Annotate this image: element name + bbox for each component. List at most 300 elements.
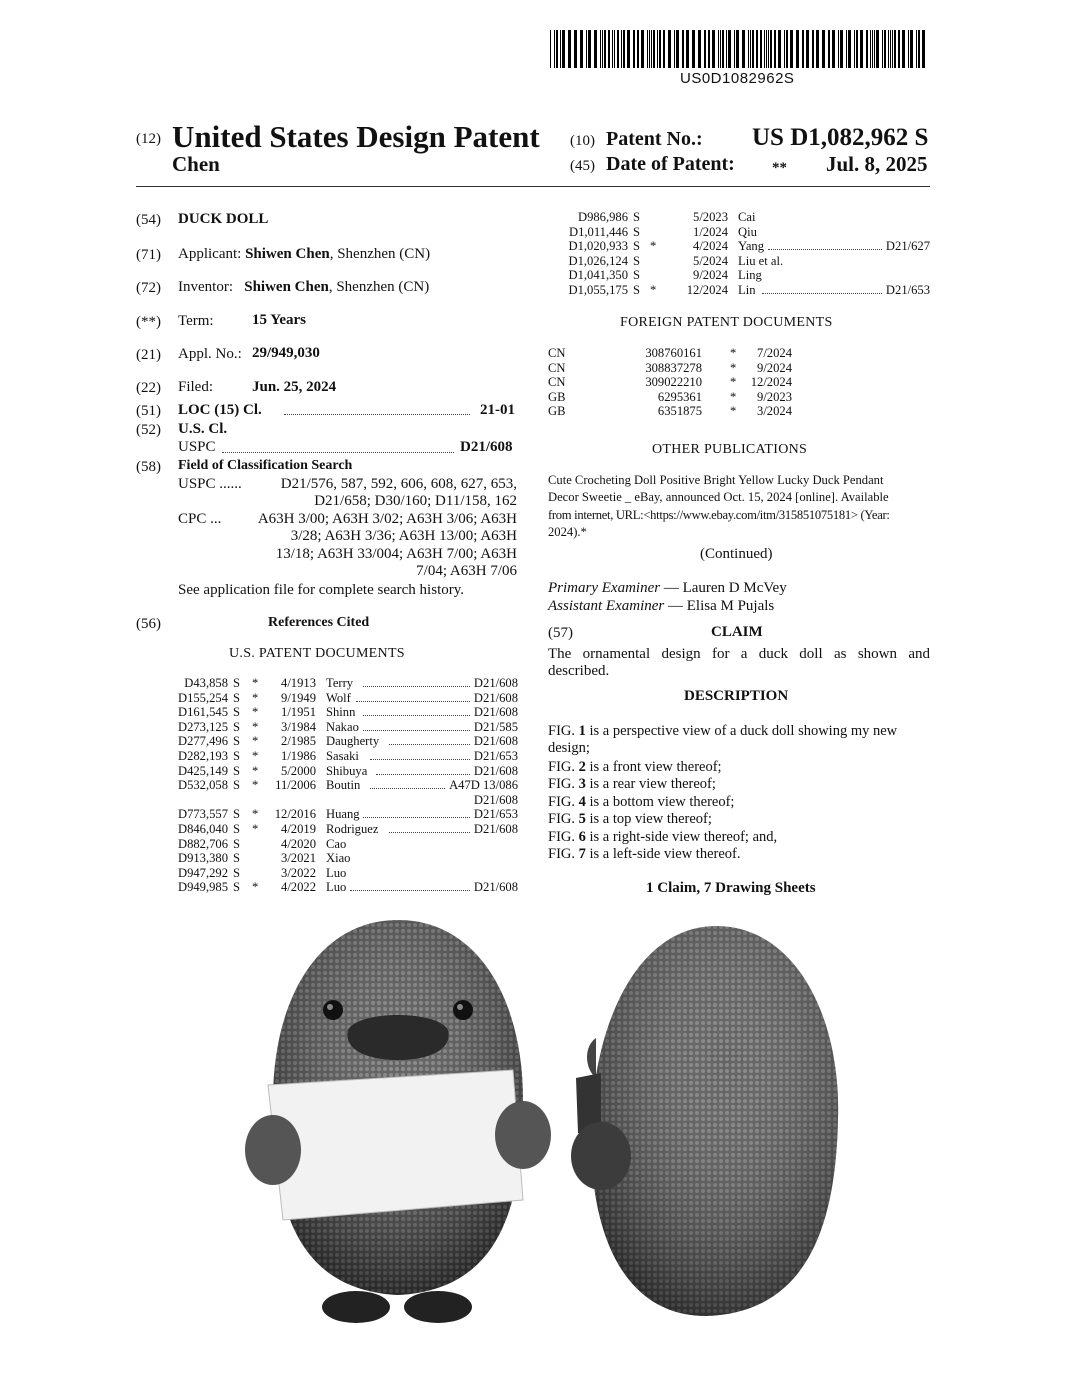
barcode-bar [922, 30, 925, 68]
figure-prefix: FIG. [548, 759, 579, 775]
barcode-bar [750, 30, 751, 68]
reference-star: * [252, 719, 259, 734]
reference-name: Wolf [326, 690, 351, 705]
code-56: (56) [136, 616, 161, 632]
reference-row [168, 880, 518, 895]
reference-name: Daugherty [326, 734, 380, 749]
code-term: (**) [136, 314, 161, 330]
reference-star: * [730, 375, 737, 390]
claim-line-2: described. [548, 663, 610, 679]
barcode-bar [560, 30, 561, 68]
barcode-bar [641, 30, 644, 68]
barcode-bar [838, 30, 839, 68]
figure-number: 7 [578, 846, 586, 862]
appl-no-value: 29/949,030 [252, 345, 320, 361]
reference-name: Liu et al. [738, 253, 784, 268]
figure-description [548, 829, 932, 846]
reference-star: * [252, 676, 259, 690]
reference-name: Sasaki [326, 749, 359, 763]
barcode-bar [768, 30, 769, 68]
reference-row [168, 822, 518, 837]
loc-value: 21-01 [480, 402, 515, 418]
foreign-number: 308760161 [645, 346, 702, 360]
barcode-bar [623, 30, 625, 68]
reference-class: D21/608 [473, 705, 518, 720]
reference-star: * [730, 346, 737, 360]
barcode-bar [657, 30, 658, 68]
reference-date: 4/2024 [693, 239, 728, 254]
filed-label: Filed: [178, 379, 214, 395]
reference-star: * [730, 360, 737, 375]
other-publications-heading: OTHER PUBLICATIONS [652, 442, 808, 457]
barcode-bar [608, 30, 610, 68]
barcode-bar [708, 30, 710, 68]
reference-star: * [730, 404, 737, 419]
barcode-bar [722, 30, 724, 68]
figure-description [548, 723, 932, 757]
field-cpc-line-4: 7/04; A63H 7/06 [416, 563, 517, 579]
barcode-bar [718, 30, 719, 68]
barcode-bar [682, 30, 684, 68]
reference-name: Ling [738, 268, 762, 283]
patent-number: US D1,082,962 S [752, 124, 929, 151]
foreign-reference-row [548, 361, 808, 376]
reference-name: Rodriguez [326, 822, 379, 836]
reference-row [168, 851, 518, 866]
country-code: CN [548, 346, 566, 360]
duck-doll-front-view [238, 910, 558, 1330]
code-45: (45) [570, 158, 595, 174]
reference-leader [356, 691, 470, 702]
reference-kind: S [633, 239, 641, 254]
figure-prefix: FIG. [548, 829, 579, 845]
claim-line-1: The ornamental design for a duck doll as shown and [548, 646, 930, 662]
uspc-label: USPC [178, 439, 216, 455]
barcode-bar [764, 30, 765, 68]
foreign-docs-heading: FOREIGN PATENT DOCUMENTS [620, 315, 833, 330]
reference-leader [389, 822, 470, 833]
reference-number: D882,706 [177, 836, 228, 851]
barcode-bar [860, 30, 863, 68]
reference-class: D21/653 [473, 749, 518, 763]
reference-number: D1,041,350 [568, 268, 628, 283]
assistant-examiner-label: Assistant Examiner [548, 598, 665, 614]
reference-number: D282,193 [177, 749, 228, 763]
reference-class: D21/608 [473, 822, 518, 836]
reference-star: * [252, 749, 259, 763]
reference-leader [376, 764, 470, 775]
us-patent-documents-heading: U.S. PATENT DOCUMENTS [229, 646, 405, 661]
figure-text: is a bottom view thereof; [585, 794, 735, 810]
figure-description [548, 794, 932, 811]
reference-leader [363, 676, 470, 687]
barcode-bar [822, 30, 825, 68]
reference-row [168, 734, 518, 749]
barcode-bar [594, 30, 597, 68]
barcode-bar [874, 30, 875, 68]
reference-number: D947,292 [177, 865, 228, 880]
country-code: GB [548, 404, 566, 419]
inventor [178, 279, 429, 296]
code-51: (51) [136, 403, 161, 419]
reference-leader [768, 239, 882, 250]
code-22: (22) [136, 380, 161, 396]
reference-kind: S [633, 253, 641, 268]
barcode-bar [588, 30, 591, 68]
reference-row [168, 807, 518, 822]
reference-class: D21/608 [473, 676, 518, 690]
reference-number: D277,496 [177, 734, 228, 749]
barcode-bar [704, 30, 706, 68]
barcode-number: US0D1082962S [680, 70, 795, 87]
figure-text: is a rear view thereof; [585, 776, 716, 792]
reference-name: Shinn [326, 705, 356, 720]
other-pub-line-2: Decor Sweetie _ eBay, announced Oct. 15, 2024 [online]. Available [548, 490, 889, 504]
field-cpc-line-1: A63H 3/00; A63H 3/02; A63H 3/06; A63H [257, 511, 517, 527]
reference-kind: S [633, 268, 641, 283]
primary-examiner [548, 580, 787, 597]
reference-number: D43,858 [184, 676, 228, 690]
reference-kind: S [233, 705, 241, 720]
figure-text: is a left-side view thereof. [585, 846, 741, 862]
figure-number: 5 [578, 811, 586, 827]
reference-class: A47D 13/086 [449, 778, 518, 793]
foreign-reference-row [548, 404, 808, 419]
barcode-bar [742, 30, 745, 68]
inventor-surname: Chen [172, 152, 220, 176]
barcode-bar [600, 30, 601, 68]
reference-leader [370, 749, 470, 760]
barcode-bar [802, 30, 804, 68]
field-uspc-line-1: D21/576, 587, 592, 606, 608, 627, 653, [280, 476, 517, 492]
uspc-leader [222, 442, 454, 453]
reference-star: * [650, 239, 657, 254]
figure-prefix: FIG. [548, 846, 579, 862]
barcode-bar [748, 30, 749, 68]
barcode-bar [728, 30, 731, 68]
references-cited-heading: References Cited [268, 615, 370, 630]
reference-row [168, 676, 518, 691]
reference-name: Boutin [326, 778, 361, 793]
reference-class: D21/585 [473, 719, 518, 734]
reference-row [560, 268, 930, 283]
reference-name: Shibuya [326, 763, 368, 778]
applicant-name: Shiwen Chen [245, 246, 330, 262]
barcode-bar [604, 30, 606, 68]
reference-row [560, 210, 930, 225]
reference-date: 12/2016 [274, 807, 316, 822]
reference-star: * [252, 734, 259, 749]
barcode-bar [908, 30, 909, 68]
barcode-bar [720, 30, 721, 68]
reference-name: Huang [326, 807, 360, 822]
reference-kind: S [233, 778, 241, 793]
country-code: GB [548, 389, 566, 404]
foreign-reference-row [548, 346, 808, 361]
reference-kind: S [633, 210, 641, 224]
barcode-bar [614, 30, 615, 68]
reference-date: 2/1985 [281, 734, 316, 749]
reference-name: Qiu [738, 224, 757, 239]
code-10: (10) [570, 133, 595, 149]
figure-text: is a right-side view thereof; and, [585, 829, 778, 845]
foreign-date: 9/2024 [757, 360, 792, 375]
reference-kind: S [233, 719, 241, 734]
foreign-number: 308837278 [645, 360, 702, 375]
barcode-bar [736, 30, 739, 68]
reference-kind: S [233, 676, 241, 690]
reference-class: D21/608 [473, 763, 518, 778]
reference-date: 3/2022 [281, 865, 316, 880]
reference-number: D1,011,446 [568, 224, 628, 239]
reference-class: D21/653 [885, 283, 930, 297]
figure-prefix: FIG. [548, 776, 579, 792]
foreign-number: 6351875 [657, 404, 702, 419]
reference-kind: S [233, 690, 241, 705]
barcode-bar [812, 30, 814, 68]
reference-row [168, 837, 518, 852]
reference-date: 11/2006 [275, 778, 316, 793]
reference-kind: S [233, 749, 241, 763]
reference-star: * [252, 880, 259, 895]
barcode-bar [568, 30, 571, 68]
figure-number: 3 [578, 776, 586, 792]
reference-row [168, 705, 518, 720]
foreign-date: 9/2023 [757, 389, 792, 404]
barcode-bar [784, 30, 785, 68]
reference-row [560, 283, 930, 298]
reference-number: D425,149 [177, 763, 228, 778]
reference-number: D532,058 [177, 778, 228, 793]
field-of-search-label: Field of Classification Search [178, 458, 353, 473]
reference-number: D986,986 [577, 210, 628, 224]
barcode-bar [832, 30, 835, 68]
loc-leader [284, 404, 470, 415]
reference-leader [762, 283, 882, 294]
reference-star: * [252, 763, 259, 778]
barcode-bar [884, 30, 886, 68]
code-71: (71) [136, 247, 161, 263]
reference-number: D773,557 [177, 807, 228, 822]
reference-row [168, 749, 518, 764]
reference-star: * [252, 778, 259, 793]
figure-description [548, 846, 932, 863]
reference-name: Lin [738, 283, 756, 297]
field-uspc-line-2: D21/658; D30/160; D11/158, 162 [314, 493, 517, 509]
reference-row [168, 778, 518, 793]
barcode-bar [627, 30, 630, 68]
reference-name: Xiao [326, 851, 351, 866]
reference-date: 1/1951 [281, 705, 316, 720]
barcode-bar [888, 30, 889, 68]
country-code: CN [548, 375, 566, 390]
barcode-bar [848, 30, 851, 68]
reference-kind: S [233, 880, 241, 895]
duck-doll-side-view [556, 918, 856, 1328]
barcode-bar [902, 30, 905, 68]
date-marker: ** [772, 160, 787, 176]
reference-date: 5/2024 [693, 253, 728, 268]
barcode-bar [659, 30, 661, 68]
barcode-bar [890, 30, 891, 68]
reference-number: D846,040 [177, 822, 228, 836]
date-of-patent: Jul. 8, 2025 [826, 152, 928, 176]
reference-row [168, 764, 518, 779]
barcode-bar [892, 30, 893, 68]
field-uspc-label: USPC ...... [178, 476, 242, 492]
figure-number: 1 [578, 723, 586, 739]
code-52: (52) [136, 422, 161, 438]
barcode-bar [846, 30, 847, 68]
reference-date: 3/1984 [281, 719, 316, 734]
country-code: CN [548, 360, 566, 375]
other-pub-line-3: from internet, URL:<https://www.ebay.com/itm/315851075181> (Year: [548, 508, 890, 522]
barcode-bar [786, 30, 788, 68]
code-54: (54) [136, 212, 161, 228]
foreign-date: 3/2024 [757, 404, 792, 419]
code-57: (57) [548, 625, 573, 641]
inventor-label: Inventor: [178, 279, 233, 295]
see-application-note: See application file for complete search history. [178, 582, 465, 598]
barcode [550, 30, 930, 68]
filed-value: Jun. 25, 2024 [252, 379, 337, 395]
reference-row [168, 691, 518, 706]
barcode-bar [876, 30, 879, 68]
barcode-bar [621, 30, 622, 68]
reference-date: 5/2023 [693, 210, 728, 224]
reference-number: D155,254 [177, 690, 228, 705]
reference-number: D161,545 [177, 705, 228, 720]
reference-date: 4/2022 [281, 880, 316, 895]
reference-star: * [730, 389, 737, 404]
barcode-bar [602, 30, 603, 68]
barcode-bar [918, 30, 920, 68]
term-label: Term: [178, 313, 214, 329]
barcode-bar [698, 30, 701, 68]
barcode-bar [651, 30, 652, 68]
reference-number: D1,055,175 [568, 283, 628, 297]
barcode-bar [692, 30, 695, 68]
barcode-bar [726, 30, 727, 68]
term-value: 15 Years [252, 312, 307, 328]
reference-date: 4/2020 [281, 836, 316, 851]
barcode-bar [816, 30, 819, 68]
figure-description [548, 811, 932, 828]
reference-leader [363, 705, 470, 716]
reference-star: * [252, 822, 259, 836]
primary-examiner-name: — Lauren D McVey [660, 580, 787, 596]
reference-number: D949,985 [177, 880, 228, 895]
barcode-bar [898, 30, 900, 68]
barcode-bar [647, 30, 648, 68]
reference-kind: S [633, 224, 641, 239]
reference-row [560, 254, 930, 269]
reference-leader [389, 734, 470, 745]
figure-text-continued: design; [548, 740, 590, 756]
reference-name: Luo [326, 880, 347, 895]
reference-row-continuation [168, 793, 518, 808]
reference-star: * [650, 283, 657, 297]
reference-name: Luo [326, 865, 347, 880]
applicant [178, 246, 430, 263]
barcode-bar [806, 30, 809, 68]
reference-row [168, 720, 518, 735]
reference-class: D21/608 [473, 792, 518, 807]
barcode-bar [556, 30, 558, 68]
reference-kind: S [633, 283, 641, 297]
reference-class: D21/608 [473, 734, 518, 749]
field-cpc-line-2: 3/28; A63H 3/36; A63H 13/00; A63H [290, 528, 517, 544]
figure-description [548, 759, 932, 776]
reference-kind: S [233, 865, 241, 880]
us-cl-label: U.S. Cl. [178, 421, 228, 437]
reference-name: Cai [738, 210, 756, 224]
foreign-number: 6295361 [657, 389, 702, 404]
barcode-bar [676, 30, 679, 68]
foreign-reference-row [548, 375, 808, 390]
reference-leader [363, 807, 470, 818]
barcode-bar [872, 30, 873, 68]
reference-class: D21/608 [473, 880, 518, 895]
reference-number: D273,125 [177, 719, 228, 734]
reference-class: D21/653 [473, 807, 518, 822]
figure-prefix: FIG. [548, 723, 579, 739]
reference-kind: S [233, 851, 241, 866]
barcode-bar [617, 30, 619, 68]
barcode-bar [916, 30, 917, 68]
figure-description [548, 776, 932, 793]
barcode-bar [828, 30, 830, 68]
reference-row [560, 225, 930, 240]
reference-date: 3/2021 [281, 851, 316, 866]
date-of-patent-label: Date of Patent: [606, 153, 735, 175]
barcode-bar [882, 30, 883, 68]
reference-leader [350, 880, 470, 891]
field-cpc-line-3: 13/18; A63H 33/004; A63H 7/00; A63H [275, 546, 517, 562]
figure-text: is a front view thereof; [585, 759, 722, 775]
reference-kind: S [233, 734, 241, 749]
foreign-date: 12/2024 [750, 375, 792, 390]
continued-note: (Continued) [700, 546, 773, 562]
barcode-bar [612, 30, 613, 68]
reference-name: Terry [326, 676, 354, 690]
reference-name: Nakao [326, 719, 359, 734]
reference-row [560, 239, 930, 254]
barcode-bar [734, 30, 735, 68]
barcode-bar [760, 30, 762, 68]
barcode-bar [637, 30, 639, 68]
barcode-bar [796, 30, 799, 68]
barcode-bar [756, 30, 758, 68]
other-pub-line-4: 2024).* [548, 525, 587, 539]
header-divider [136, 186, 930, 187]
reference-number: D1,020,933 [568, 239, 628, 254]
barcode-bar [854, 30, 855, 68]
figure-text: is a top view thereof; [585, 811, 712, 827]
figure-number: 4 [578, 794, 586, 810]
barcode-bar [674, 30, 675, 68]
reference-class: D21/627 [885, 239, 930, 254]
barcode-bar [686, 30, 689, 68]
barcode-bar [790, 30, 793, 68]
inventor-location: , Shenzhen (CN) [328, 279, 430, 295]
reference-leader [370, 778, 445, 789]
barcode-bar [770, 30, 772, 68]
reference-date: 5/2000 [281, 763, 316, 778]
reference-kind: S [233, 807, 241, 822]
figure-prefix: FIG. [548, 794, 579, 810]
appl-no-label: Appl. No.: [178, 346, 242, 362]
